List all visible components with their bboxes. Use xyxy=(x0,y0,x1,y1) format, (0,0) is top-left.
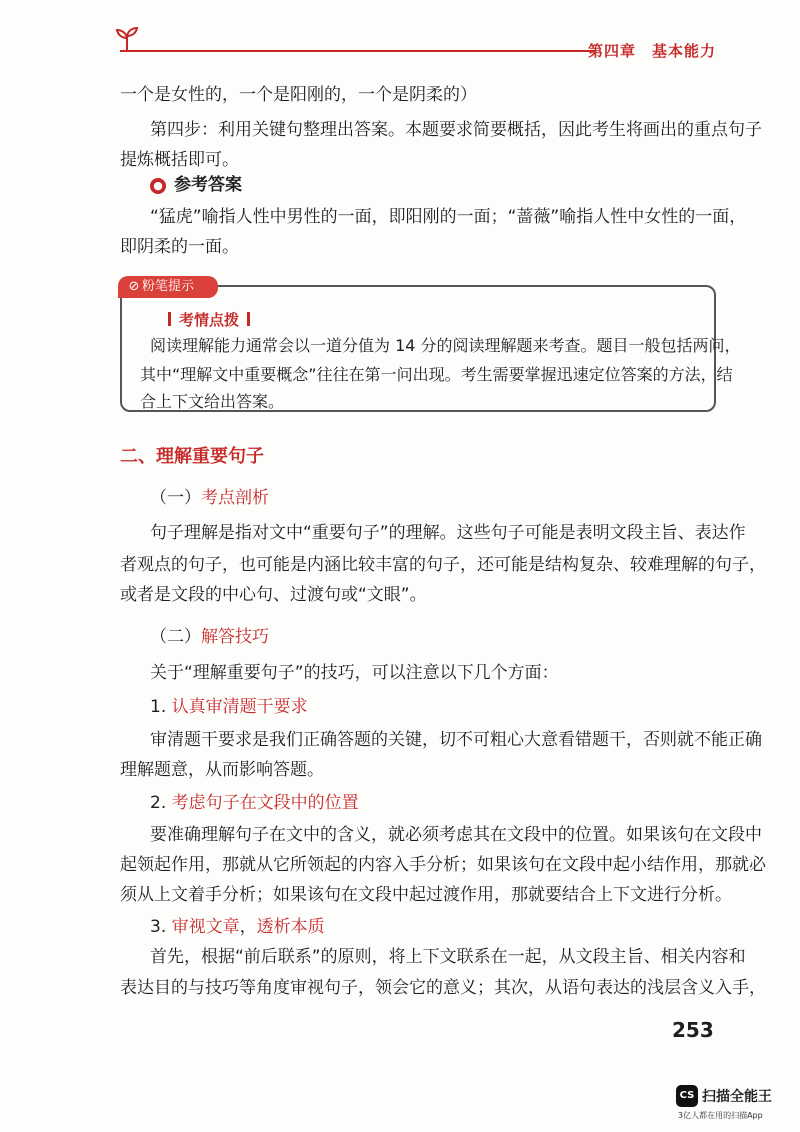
header-rule xyxy=(120,50,595,52)
page-number: 253 xyxy=(672,1018,714,1042)
pencil-icon: ⊘ xyxy=(128,279,140,294)
text-line: 起领起作用，那就从它所领起的内容入手分析；如果该句在文段中起小结作用，那就必 xyxy=(120,855,766,875)
text-line: “猛虎”喻指人性中男性的一面，即阳刚的一面；“蔷薇”喻指人性中女性的一面， xyxy=(150,207,747,227)
cs-logo-icon: CS xyxy=(676,1085,698,1107)
item-label: 考虑句子在文段中的位置 xyxy=(171,793,359,813)
item-number: 2. xyxy=(150,793,172,813)
answer-title: 参考答案 xyxy=(174,175,242,195)
text-line: 要准确理解句子在文中的含义，就必须考虑其在文段中的位置。如果该句在文段中 xyxy=(150,825,762,845)
text-line: 句子理解是指对文中“重要句子”的理解。这些句子可能是表明文段主旨、表达作 xyxy=(150,523,746,543)
subsection-title xyxy=(150,622,269,653)
text-line: 即阴柔的一面。 xyxy=(120,237,239,257)
item-number: 1. xyxy=(150,697,172,717)
subsection-label: 解答技巧 xyxy=(201,627,269,647)
list-item-heading xyxy=(150,912,325,943)
subsection-prefix: （二） xyxy=(150,627,201,647)
text-line: 第四步：利用关键句整理出答案。本题要求简要概括，因此考生将画出的重点句子 xyxy=(150,120,762,140)
chapter-title: 第四章 基本能力 xyxy=(587,42,716,60)
item-label: 审视文章 xyxy=(171,917,240,937)
sprout-icon xyxy=(112,22,142,52)
subsection-title xyxy=(150,483,269,514)
subsection-prefix: （一） xyxy=(150,488,201,508)
lightbulb-icon: ● xyxy=(150,178,166,194)
list-item-heading xyxy=(150,788,359,819)
text-line: 审清题干要求是我们正确答题的关键，切不可粗心大意看错题干，否则就不能正确 xyxy=(150,730,762,750)
tip-line: 阅读理解能力通常会以一道分值为 14 分的阅读理解题来考查。题目一般包括两问， xyxy=(150,336,741,355)
text-line: 提炼概括即可。 xyxy=(120,150,239,170)
item-separator: ， xyxy=(239,917,257,937)
text-line: 或者是文段的中心句、过渡句或“文眼”。 xyxy=(120,585,427,605)
text-line: 首先，根据“前后联系”的原则，将上下文联系在一起，从文段主旨、相关内容和 xyxy=(150,947,746,967)
text-line: 理解题意，从而影响答题。 xyxy=(120,760,324,780)
list-item-heading xyxy=(150,692,308,723)
tip-tab-label: 粉笔提示 xyxy=(142,279,195,294)
tip-label: 考情点拨 xyxy=(168,309,250,330)
text-line: 者观点的句子，也可能是内涵比较丰富的句子，还可能是结构复杂、较难理解的句子， xyxy=(120,555,766,575)
section-title: 二、理解重要句子 xyxy=(120,446,264,467)
tip-line: 其中“理解文中重要概念”往往在第一问出现。考生需要掌握迅速定位答案的方法，结 xyxy=(140,365,733,384)
text-line: 关于“理解重要句子”的技巧，可以注意以下几个方面： xyxy=(150,663,559,683)
item-number: 3. xyxy=(150,917,172,937)
item-label: 认真审清题干要求 xyxy=(171,697,308,717)
text-line: 一个是女性的，一个是阳刚的，一个是阴柔的） xyxy=(120,85,477,105)
subsection-label: 考点剖析 xyxy=(201,488,269,508)
scanner-logo xyxy=(676,1085,788,1125)
logo-tagline: 3亿人都在用的扫描App xyxy=(678,1111,763,1120)
tip-line: 合上下文给出答案。 xyxy=(140,392,285,411)
item-label: 透析本质 xyxy=(256,917,325,937)
text-line: 须从上文着手分析；如果该句在文段中起过渡作用，那就要结合上下文进行分析。 xyxy=(120,885,732,905)
logo-name: 扫描全能王 xyxy=(702,1089,772,1105)
text-line: 表达目的与技巧等角度审视句子，领会它的意义；其次，从语句表达的浅层含义入手， xyxy=(120,978,766,998)
tip-tab xyxy=(118,276,218,298)
